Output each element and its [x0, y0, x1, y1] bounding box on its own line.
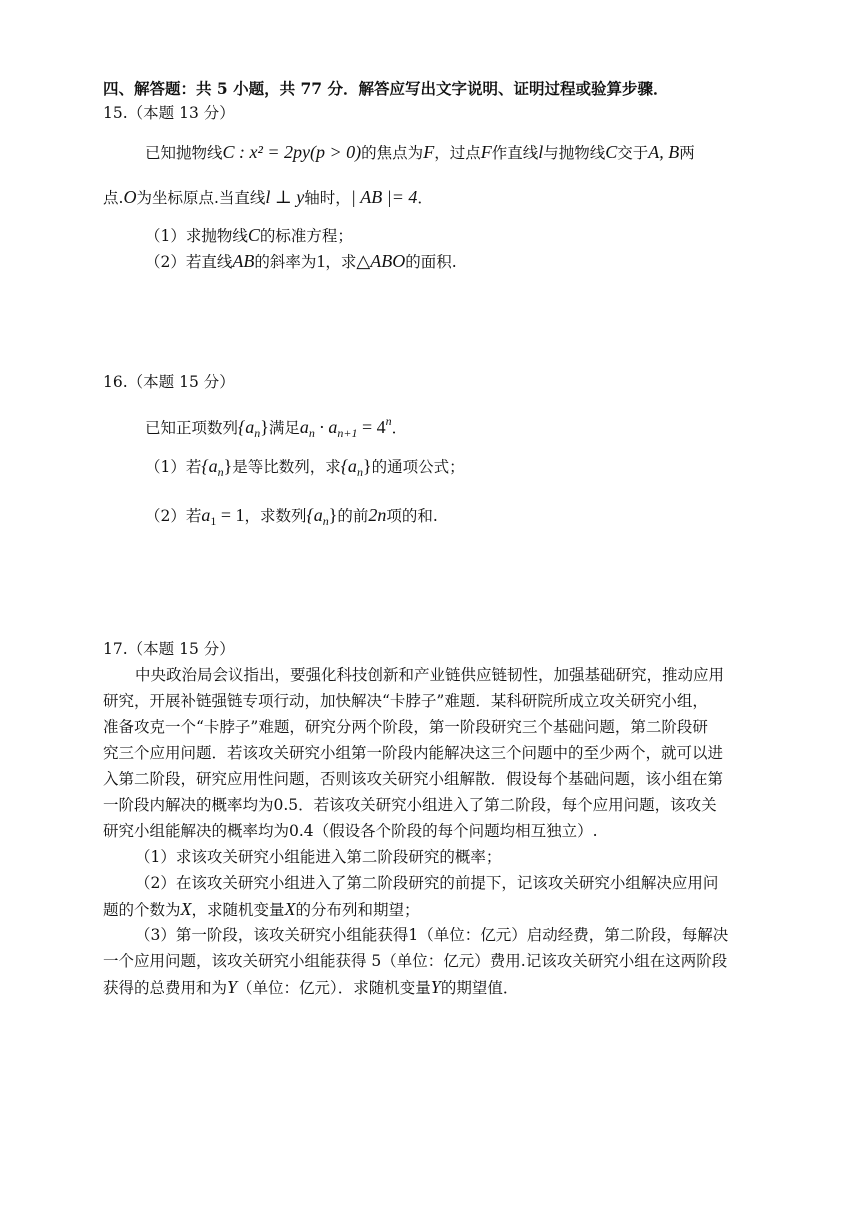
q16-seq: {a [238, 417, 255, 437]
section-heading: 四、解答题：共 5 小题，共 77 分．解答应写出文字说明、证明过程或验算步骤． [103, 79, 669, 98]
q16-text: 满足 [268, 419, 300, 437]
q16-text: 的通项公式； [371, 458, 465, 476]
q17-text: 题的个数为 [103, 901, 181, 919]
q17-var: X [284, 899, 296, 919]
q15-text: 的面积. [405, 253, 457, 271]
q15-text: 与抛物线 [543, 144, 606, 162]
q15-length: | AB |= 4 [350, 187, 418, 207]
q15-var: C [247, 225, 260, 245]
q17-var: Y [430, 977, 441, 997]
q16-subscript: 1 [210, 514, 217, 528]
q15-stem-line1 [145, 141, 695, 164]
q15-var: C [605, 142, 618, 162]
q17-part3-line2: 一个应用问题，该攻关研究小组能获得 5（单位：亿元）费用.记该攻关研究小组在这两阶段 [103, 952, 728, 970]
q15-text: （2）若直线 [145, 253, 233, 271]
q16-text: 项的和. [386, 507, 438, 525]
q16-text: 的前 [337, 507, 369, 525]
q15-var: F [423, 142, 435, 162]
q17-paragraph-line: 准备攻克一个“卡脖子”难题，研究分两个阶段，第一阶段研究三个基础问题，第二阶段研 [103, 718, 708, 736]
q16-subscript: n [308, 426, 315, 440]
q16-term: a [201, 505, 211, 525]
q16-text: ，求数列 [244, 507, 307, 525]
q15-part1 [145, 224, 353, 247]
q15-condition: l ⊥ y [265, 187, 305, 207]
q16-part1 [145, 455, 465, 483]
q17-part2-line2 [103, 898, 420, 921]
q15-var: F [480, 142, 492, 162]
q15-text: 交于 [617, 144, 649, 162]
q15-part2 [145, 250, 457, 273]
q17-text: （单位：亿元）．求随机变量 [237, 979, 431, 997]
q16-seq: {a [306, 505, 323, 525]
q17-var: X [180, 899, 192, 919]
q17-paragraph-line: 入第二阶段，研究应用性问题，否则该攻关研究小组解散．假设每个基础问题，该小组在第 [103, 770, 724, 788]
q16-var: 2n [368, 505, 387, 525]
q17-part1: （1）求该攻关研究小组能进入第二阶段研究的概率； [135, 848, 502, 866]
q16-seq: {a [340, 456, 357, 476]
q17-text: 的分布列和期望； [295, 901, 420, 919]
q16-seq: {a [201, 456, 218, 476]
q16-brace: } [223, 456, 233, 476]
q17-paragraph-line: 究三个应用问题．若该攻关研究小组第一阶段内能解决这三个问题中的至少两个，就可以进 [103, 744, 724, 762]
q16-text: 已知正项数列 [145, 419, 239, 437]
q17-paragraph-line: 研究，开展补链强链专项行动，加快解决“卡脖子”难题．某科研院所成立攻关研究小组， [103, 692, 708, 710]
q15-var: l [538, 142, 544, 162]
q15-text: ，求 [325, 253, 357, 271]
q15-text: ，过点 [434, 144, 481, 162]
q15-text: 已知抛物线 [145, 144, 223, 162]
q16-brace: } [362, 456, 372, 476]
q17-text: 的期望值． [440, 979, 519, 997]
q17-paragraph-line: 中央政治局会议指出，要强化科技创新和产业链供应链韧性，加强基础研究，推动应用 [135, 666, 725, 684]
q16-eq: = 4 [357, 417, 386, 437]
q15-text: 的斜率为 [254, 253, 317, 271]
q15-text: ． [417, 189, 433, 207]
q16-superscript: n [385, 414, 392, 428]
q15-stem-line2 [103, 186, 433, 209]
q17-part2-line1: （2）在该攻关研究小组进入了第二阶段研究的前提下，记该攻关研究小组解决应用问 [135, 874, 719, 892]
q17-header: 17.（本题 15 分） [103, 640, 235, 658]
q16-text: （1）若 [145, 458, 202, 476]
q17-paragraph-line: 一阶段内解决的概率均为0.5．若该攻关研究小组进入了第二阶段，每个应用问题，该攻关 [103, 796, 717, 814]
q16-subscript: n+1 [337, 426, 358, 440]
q15-var: A, B [648, 142, 680, 162]
q16-header: 16.（本题 15 分） [103, 373, 235, 391]
q17-text: ，求随机变量 [191, 901, 285, 919]
q17-part3-line1: （3）第一阶段，该攻关研究小组能获得1（单位：亿元）启动经费，第二阶段，每解决 [135, 926, 729, 944]
q17-part3-line3 [103, 976, 518, 999]
q15-text: 为坐标原点.当直线 [136, 189, 266, 207]
q15-text: 点. [103, 189, 124, 207]
q15-text: （1）求抛物线 [145, 227, 248, 245]
q15-text: 两 [679, 144, 695, 162]
q15-slope: 1 [316, 251, 326, 271]
q16-subscript: n [322, 514, 329, 528]
q15-header: 15.（本题 13 分） [103, 104, 235, 122]
q17-text: 获得的总费用和为 [103, 979, 228, 997]
q16-subscript: n [217, 465, 224, 479]
q17-paragraph-line: 研究小组能解决的概率均为0.4（假设各个阶段的每个问题均相互独立）. [103, 822, 598, 840]
q16-stem [145, 410, 407, 444]
q16-eq: a [299, 417, 309, 437]
q16-brace: } [328, 505, 338, 525]
q16-text: （2）若 [145, 507, 202, 525]
q16-eq: · a [314, 417, 338, 437]
q17-var: Y [227, 977, 238, 997]
q16-part2 [145, 504, 438, 532]
q15-var: AB [232, 251, 255, 271]
q16-text: ． [391, 419, 408, 437]
q16-brace: } [260, 417, 269, 437]
q15-text: 轴时， [304, 189, 351, 207]
q15-triangle: △ABO [356, 251, 406, 271]
q15-text: 的标准方程； [259, 227, 353, 245]
q15-formula: C : x² = 2py(p > 0) [222, 142, 362, 162]
q15-var: O [123, 187, 137, 207]
q16-subscript: n [356, 465, 363, 479]
q16-eq: = 1 [216, 505, 245, 525]
q15-text: 的焦点为 [361, 144, 424, 162]
q16-text: 是等比数列，求 [232, 458, 341, 476]
q16-subscript: n [254, 426, 261, 440]
q15-text: 作直线 [491, 144, 539, 162]
